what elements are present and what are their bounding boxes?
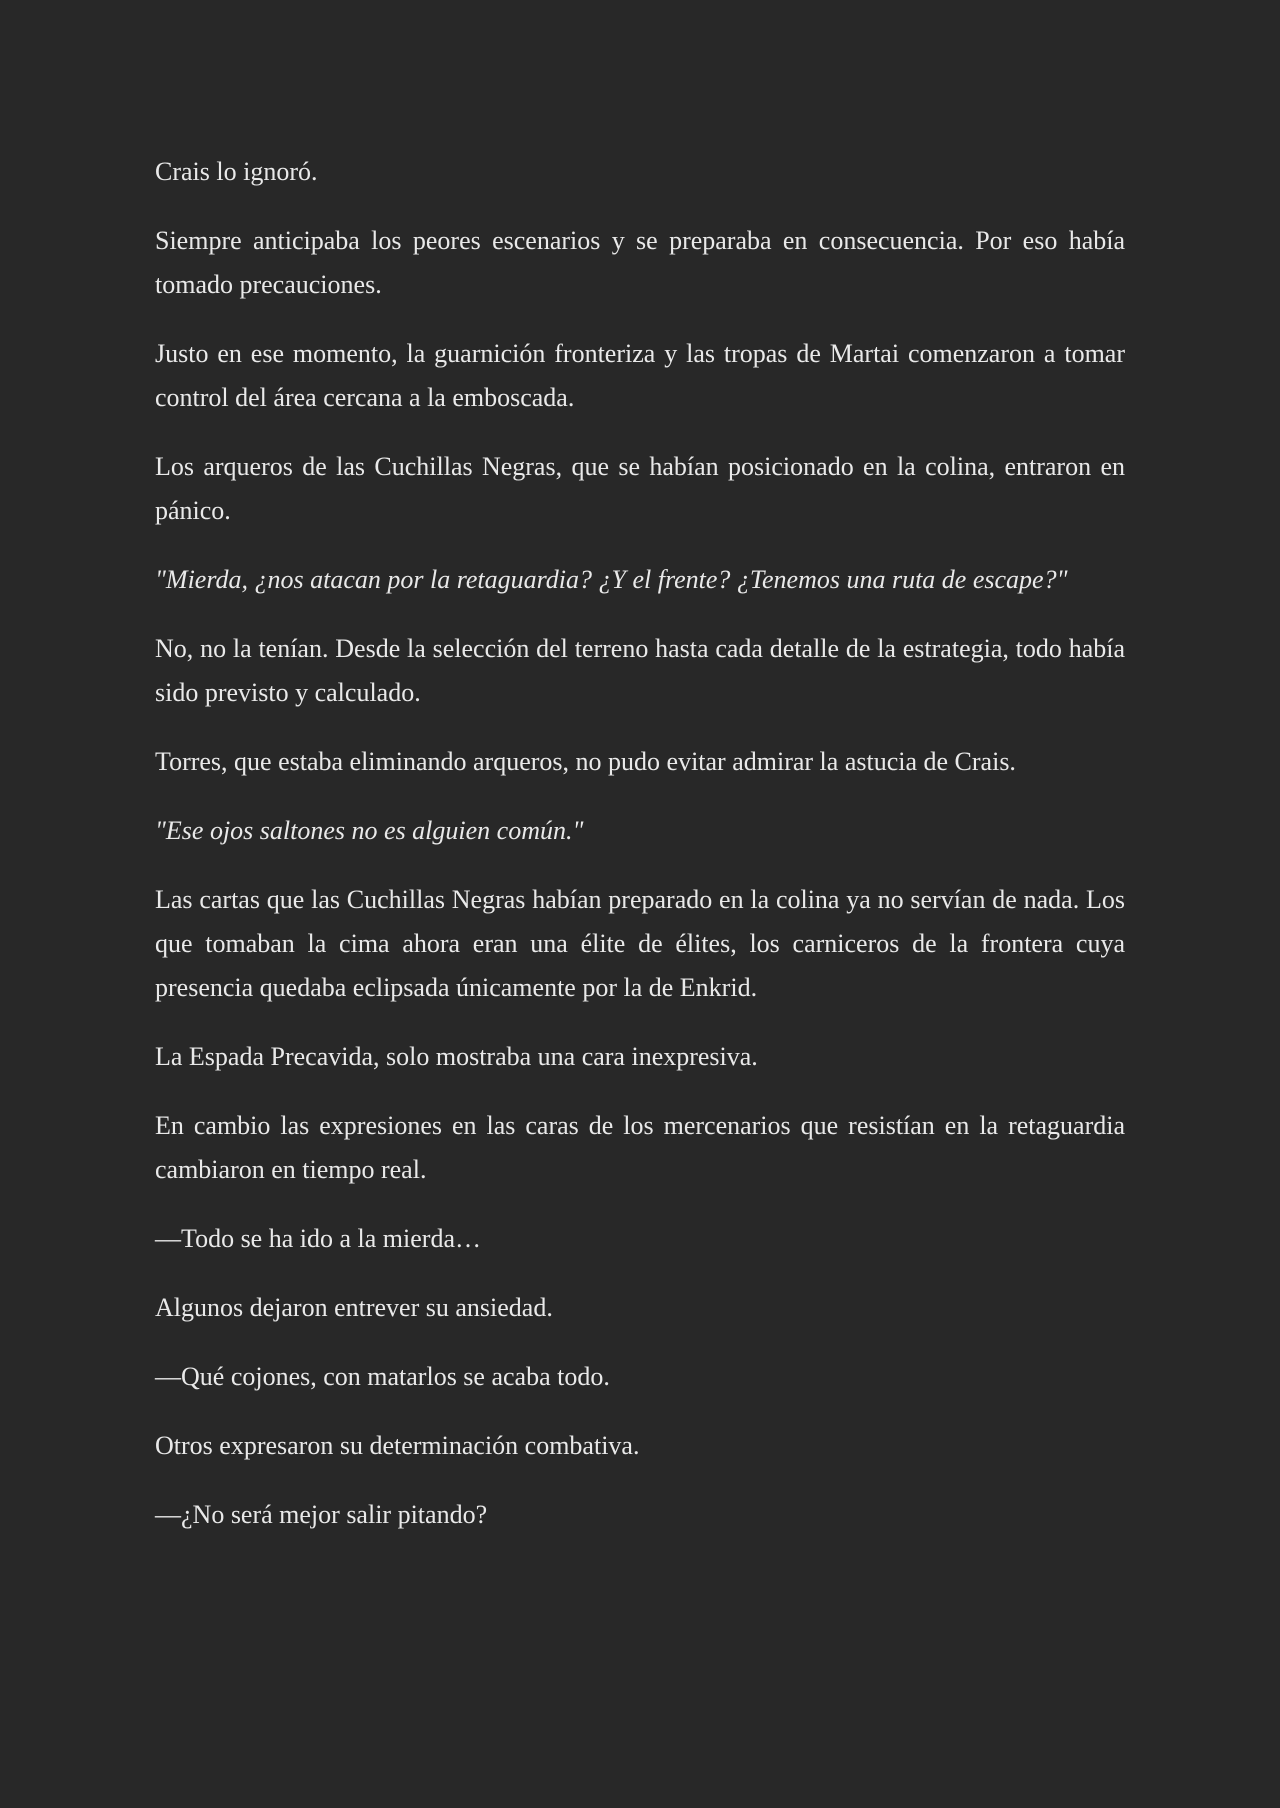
paragraph: Torres, que estaba eliminando arqueros, no pudo evitar admirar la astucia de Crais. [155,747,1016,776]
italic-thought-paragraph: "Mierda, ¿nos atacan por la retaguardia? ¿Y el frente? ¿Tenemos una ruta de escape?" [155,565,1068,594]
dialogue-paragraph: —Qué cojones, con matarlos se acaba todo. [155,1362,610,1391]
paragraph: Justo en ese momento, la guarnición fronteriza y las tropas de Martai comenzaron a tomar control del área cercana a la emboscada. [155,339,1125,412]
paragraph: La Espada Precavida, solo mostraba una cara inexpresiva. [155,1042,758,1071]
paragraph: Las cartas que las Cuchillas Negras habían preparado en la colina ya no servían de nada. Los que tomaban la cima ahora eran una élite de élites, los carniceros de la frontera cuya presencia quedaba eclipsada únicamente por la de Enkrid. [155,885,1125,1002]
dialogue-paragraph: —Todo se ha ido a la mierda… [155,1224,481,1253]
dialogue-paragraph: —¿No será mejor salir pitando? [155,1500,488,1529]
paragraph: Los arqueros de las Cuchillas Negras, que se habían posicionado en la colina, entraron en pánico. [155,452,1125,525]
paragraph: No, no la tenían. Desde la selección del terreno hasta cada detalle de la estrategia, todo había sido previsto y calculado. [155,634,1125,707]
paragraph: En cambio las expresiones en las caras de los mercenarios que resistían en la retaguardia cambiaron en tiempo real. [155,1111,1125,1184]
paragraph: Crais lo ignoró. [155,157,318,186]
paragraph: Algunos dejaron entrever su ansiedad. [155,1293,553,1322]
paragraph: Otros expresaron su determinación combativa. [155,1431,640,1460]
italic-thought-paragraph: "Ese ojos saltones no es alguien común." [155,816,584,845]
paragraph: Siempre anticipaba los peores escenarios y se preparaba en consecuencia. Por eso había tomado precauciones. [155,226,1125,299]
